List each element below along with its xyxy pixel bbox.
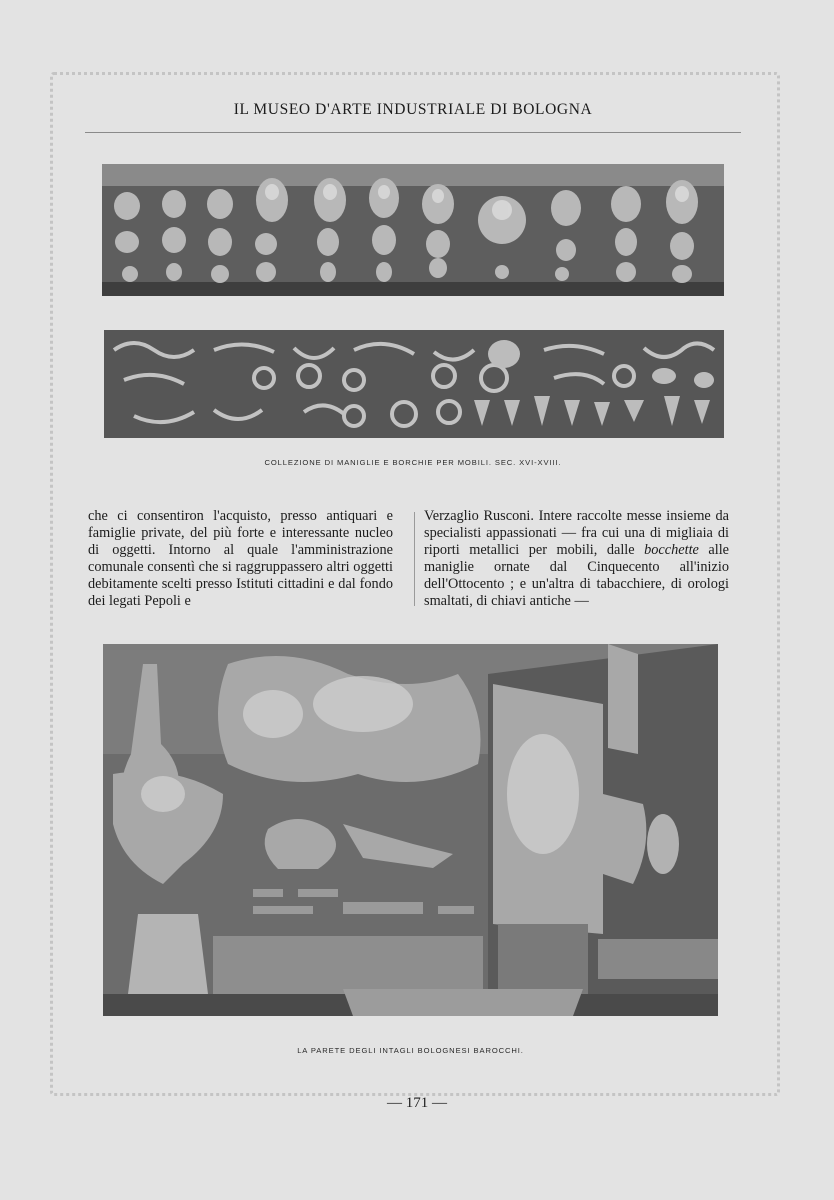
- body-text-right-column: [424, 508, 729, 611]
- photo-knob-collection-image: [102, 164, 724, 296]
- photo-baroque-carvings-wall-image: [103, 644, 718, 1016]
- figure-caption: LA PARETE DEGLI INTAGLI BOLOGNESI BAROCCHI.: [297, 1046, 524, 1055]
- body-paragraph-left: che ci consentiron l'acquisto, presso antiquari e famiglie private, del più forte e interessante nucleo di oggetti. Intorno al quale l'amministrazione comunale consentì che si raggruppassero altri oggetti debitamente scelti presso Istituti cittadini e dal fondo dei legati Pepoli e: [88, 508, 393, 610]
- header-rule: [85, 132, 741, 133]
- running-header: IL MUSEO D'ARTE INDUSTRIALE DI BOLOGNA: [233, 101, 593, 118]
- photo-knob-collection: [102, 164, 724, 296]
- photo-handle-collection-image: [104, 330, 724, 438]
- italic-term: bocchette: [644, 542, 699, 559]
- page-number: — 171 —: [387, 1095, 447, 1111]
- photo-handle-collection: [104, 330, 724, 438]
- photo-baroque-carvings-wall: [103, 644, 718, 1016]
- body-paragraph-right: [424, 508, 729, 611]
- column-divider: [414, 512, 415, 606]
- body-text-segment: Verzaglio Rusconi. Intere raccolte messe insieme da specialisti appassionati — fra cui una di migliaia di riporti metallici per mobili, dalle: [424, 508, 729, 559]
- figure-caption: COLLEZIONE DI MANIGLIE E BORCHIE PER MOBILI. SEC. XVI-XVIII.: [264, 458, 562, 467]
- body-text-left-column: [88, 508, 393, 611]
- body-text-segment: alle maniglie ornate dal Cinquecento all'inizio dell'Ottocento ; e un'altra di tabacchiere, di orologi smaltati, di chiavi antiche —: [424, 542, 730, 610]
